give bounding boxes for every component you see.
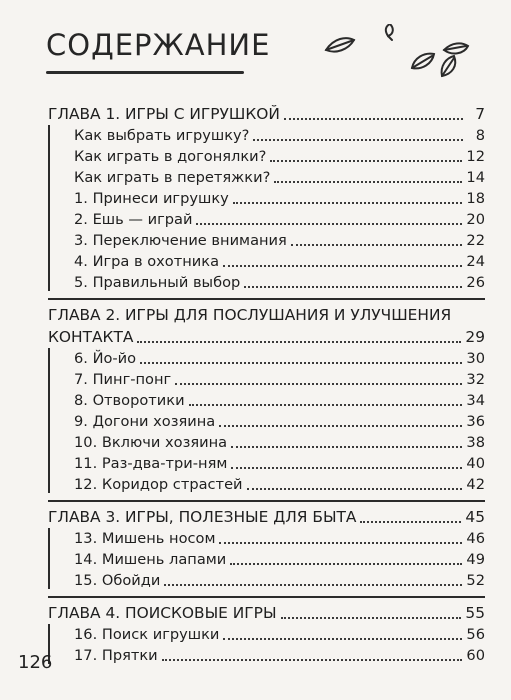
dot-leader [253,138,463,141]
dot-leader [270,159,462,162]
dot-leader [360,520,461,523]
item-page: 46 [466,530,485,547]
item-title: 11. Раз-два-три-ням [74,455,228,472]
toc-item-row[interactable] [48,369,485,390]
toc-item-row[interactable] [48,432,485,453]
title-underline [46,71,244,74]
item-page: 60 [466,647,485,664]
toc-item-row[interactable] [48,645,485,666]
toc-item-row[interactable] [48,167,485,188]
item-title: Как выбрать игрушку? [74,127,250,144]
dot-leader [233,201,463,204]
dot-leader [219,424,462,427]
toc-item-row[interactable] [48,390,485,411]
item-page: 40 [466,455,485,472]
chapter-title-line2: КОНТАКТА [48,328,134,346]
chapter-divider [48,596,485,598]
dot-leader [231,445,462,448]
item-page: 34 [466,392,485,409]
toc-chapter-row[interactable] [48,103,485,125]
item-title: 5. Правильный выбор [74,274,241,291]
toc-item-row[interactable] [48,624,485,645]
toc-chapter-row[interactable] [48,506,485,528]
item-title: 6. Йо-йо [74,350,137,367]
item-page: 12 [466,148,485,165]
dot-leader [137,340,461,343]
dot-leader [189,403,463,406]
toc-item-row[interactable] [48,528,485,549]
chapter-page: 29 [465,328,485,346]
item-page: 24 [466,253,485,270]
dot-leader [223,637,462,640]
chapter-title: ГЛАВА 1. ИГРЫ С ИГРУШКОЙ [48,105,280,123]
chapter-title: ГЛАВА 4. ПОИСКОВЫЕ ИГРЫ [48,604,277,622]
chapter-2 [48,304,485,495]
chapter-title: ГЛАВА 3. ИГРЫ, ПОЛЕЗНЫЕ ДЛЯ БЫТА [48,508,357,526]
item-title: 4. Игра в охотника [74,253,220,270]
item-page: 36 [466,413,485,430]
item-page: 38 [466,434,485,451]
item-page: 26 [466,274,485,291]
toc-item-row[interactable] [48,209,485,230]
toc-item-row[interactable] [48,549,485,570]
toc-item-row[interactable] [48,272,485,293]
item-page: 52 [466,572,485,589]
dot-leader [281,616,462,619]
dot-leader [274,180,462,183]
chapter-divider [48,500,485,502]
item-title: 1. Принеси игрушку [74,190,229,207]
toc-item-row[interactable] [48,570,485,591]
page-title: СОДЕРЖАНИЕ [46,28,271,62]
item-title: Как играть в догонялки? [74,148,267,165]
dot-leader [196,222,462,225]
dot-leader [223,264,462,267]
table-of-contents [48,103,485,666]
dot-leader [164,583,462,586]
dot-leader [162,658,463,661]
item-title: 17. Прятки [74,647,158,664]
item-page: 22 [466,232,485,249]
item-page: 18 [466,190,485,207]
dot-leader [231,466,462,469]
toc-item-row[interactable] [48,230,485,251]
leaves-icon [320,24,480,84]
item-title: 14. Мишень лапами [74,551,227,568]
page-number: 126 [18,652,53,673]
toc-chapter-row[interactable] [48,326,485,348]
item-title: 16. Поиск игрушки [74,626,220,643]
toc-item-row[interactable] [48,411,485,432]
chapter-page: 55 [465,604,485,622]
dot-leader [291,243,463,246]
dot-leader [230,562,462,565]
dot-leader [175,382,462,385]
item-page: 32 [466,371,485,388]
item-page: 30 [466,350,485,367]
toc-item-row[interactable] [48,474,485,495]
item-title: 7. Пинг-понг [74,371,172,388]
item-title: 2. Ешь — играй [74,211,193,228]
toc-item-row[interactable] [48,146,485,167]
item-page: 8 [475,127,485,144]
chapter-3 [48,506,485,591]
chapter-page: 45 [465,508,485,526]
chapter-divider [48,298,485,300]
item-title: 9. Догони хозяина [74,413,216,430]
chapter-page: 7 [475,105,485,123]
item-title: 12. Коридор страстей [74,476,243,493]
toc-item-row[interactable] [48,251,485,272]
item-title: 3. Переключение внимания [74,232,287,249]
dot-leader [140,361,462,364]
item-page: 14 [466,169,485,186]
item-page: 42 [466,476,485,493]
item-title: 8. Отворотики [74,392,185,409]
dot-leader [247,487,463,490]
item-title: 13. Мишень носом [74,530,216,547]
toc-item-row[interactable] [48,188,485,209]
item-page: 56 [466,626,485,643]
toc-item-row[interactable] [48,348,485,369]
toc-item-row[interactable] [48,125,485,146]
toc-chapter-row[interactable] [48,602,485,624]
chapter-4 [48,602,485,666]
item-title: 10. Включи хозяина [74,434,228,451]
chapter-1 [48,103,485,293]
item-title: Как играть в перетяжки? [74,169,271,186]
toc-item-row[interactable] [48,453,485,474]
dot-leader [244,285,462,288]
item-title: 15. Обойди [74,572,161,589]
chapter-title-line1[interactable]: ГЛАВА 2. ИГРЫ ДЛЯ ПОСЛУШАНИЯ И УЛУЧШЕНИЯ [48,306,452,324]
dot-leader [284,117,463,120]
item-page: 20 [466,211,485,228]
item-page: 49 [466,551,485,568]
dot-leader [219,541,462,544]
